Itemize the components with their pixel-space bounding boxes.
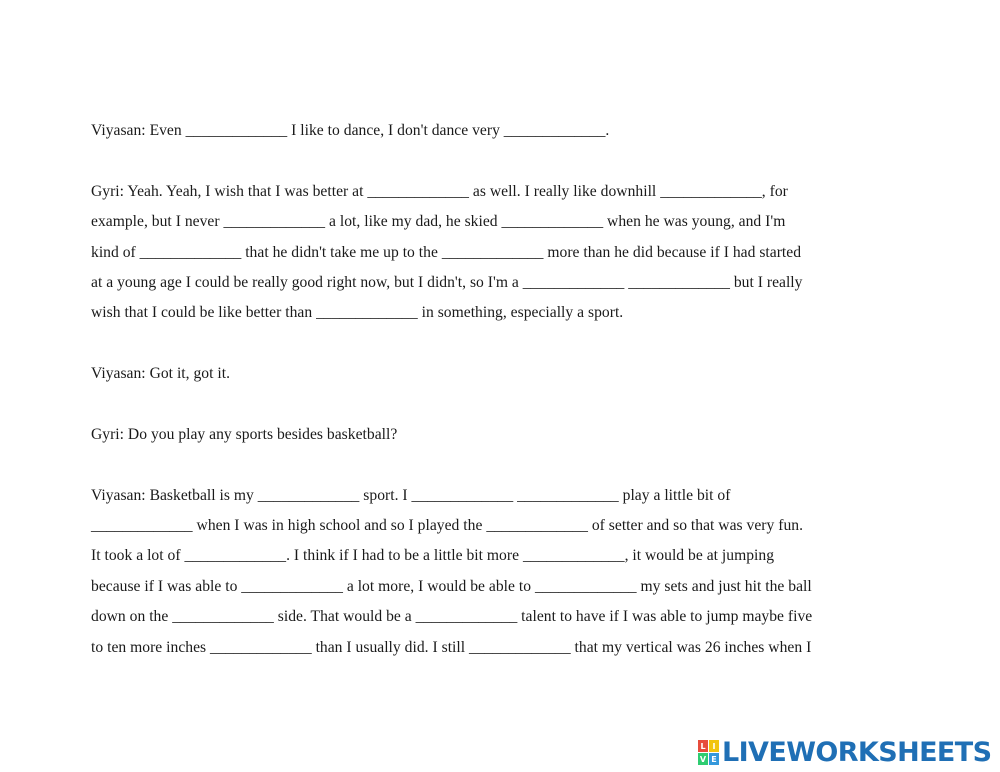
- text-line: It took a lot of _____________. I think if I had to be a little bit more _____________, it would be at jumping: [91, 547, 775, 565]
- logo-wordmark: LIVEWORKSHEETS: [722, 736, 992, 768]
- paragraph-gap: [91, 390, 921, 420]
- logo-block: I: [709, 740, 719, 752]
- logo-blocks-icon: [698, 740, 718, 764]
- text-line: Viyasan: Even _____________ I like to dance, I don't dance very _____________.: [91, 122, 610, 139]
- logo-block: E: [709, 753, 719, 765]
- text-line: Gyri: Yeah. Yeah, I wish that I was better at _____________ as well. I really like downhill _____________, for: [91, 182, 788, 200]
- text-line: wish that I could be like better than _____________ in something, especially a sport.: [91, 304, 624, 322]
- liveworksheets-logo[interactable]: [698, 738, 991, 766]
- paragraph-gap: [91, 329, 921, 359]
- text-line: kind of _____________ that he didn't take me up to the _____________ more than he did because if I had started: [91, 243, 802, 261]
- text-line: down on the _____________ side. That would be a _____________ talent to have if I was able to jump maybe five: [91, 608, 813, 626]
- text-line: because if I was able to _____________ a lot more, I would be able to _____________ my sets and just hit the ball: [91, 577, 812, 595]
- text-line: at a young age I could be really good right now, but I didn't, so I'm a _____________ _____________ but I really: [91, 273, 803, 291]
- text-line: Viyasan: Basketball is my _____________ sport. I _____________ _____________ play a little bit of: [91, 486, 731, 504]
- logo-block: V: [699, 754, 707, 764]
- paragraph-gap: [91, 146, 921, 176]
- paragraph-gap: [91, 450, 921, 480]
- worksheet-text: [91, 116, 921, 663]
- logo-block: L: [698, 740, 708, 752]
- text-line: example, but I never _____________ a lot, like my dad, he skied _____________ when he was young, and I'm: [91, 213, 786, 231]
- text-line: Gyri: Do you play any sports besides basketball?: [91, 425, 398, 443]
- text-line: Viyasan: Got it, got it.: [91, 365, 231, 383]
- text-line: _____________ when I was in high school and so I played the _____________ of setter and so that was very fun.: [91, 517, 804, 535]
- text-line: to ten more inches _____________ than I usually did. I still _____________ that my vertical was 26 inches when I: [91, 638, 812, 656]
